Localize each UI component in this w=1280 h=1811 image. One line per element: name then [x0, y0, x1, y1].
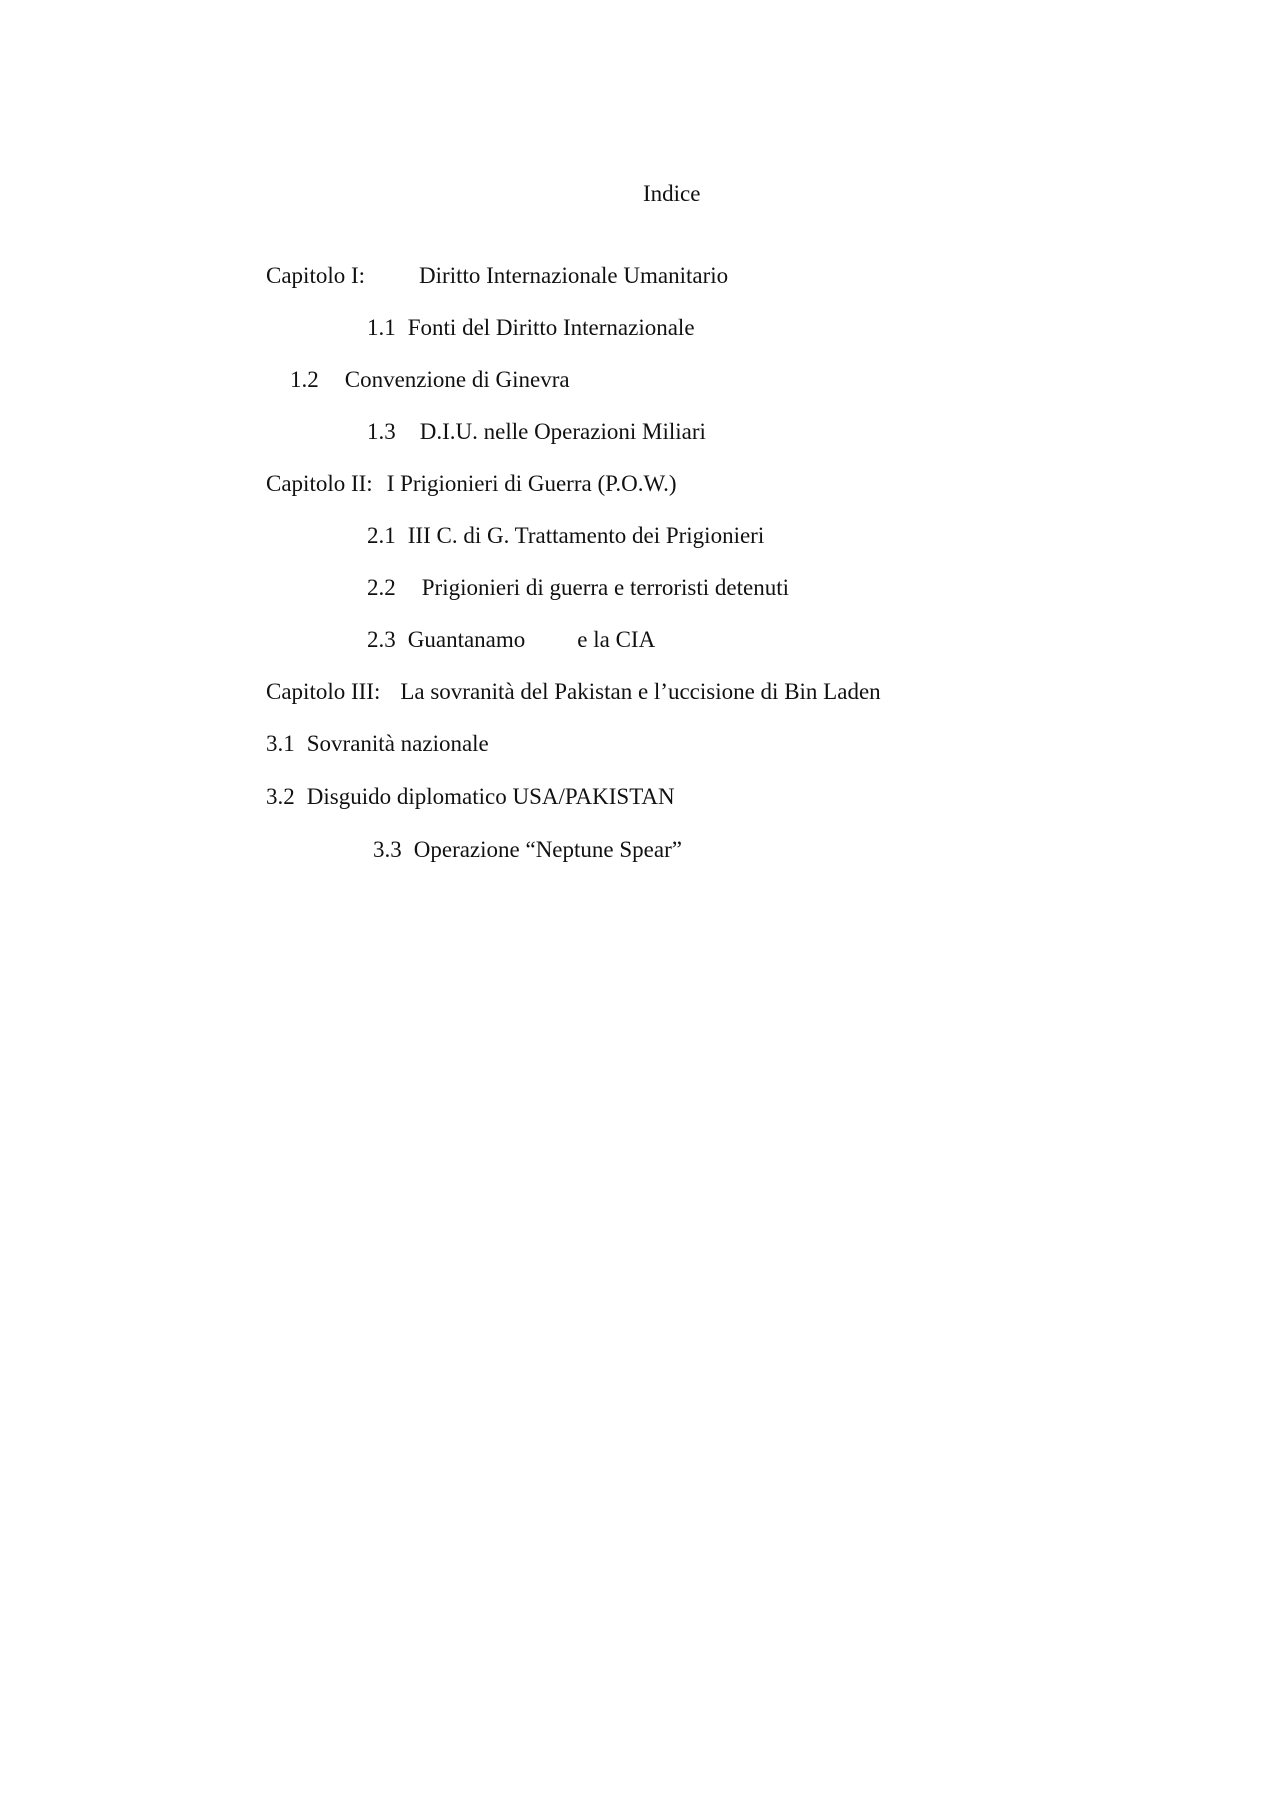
toc-entry-title: Convenzione di Ginevra	[344, 367, 570, 392]
toc-entry-title: Prigionieri di guerra e terroristi detenuti	[421, 575, 789, 600]
toc-entry-title: Guantanamo	[407, 627, 526, 652]
toc-entry-number: 2.3	[367, 627, 396, 652]
toc-entry-title: D.I.U. nelle Operazioni Miliari	[419, 419, 706, 444]
toc-entry-title: Disguido diplomatico USA/PAKISTAN	[306, 784, 675, 809]
toc-entry-number: 3.3	[373, 837, 402, 862]
toc-entry-number: Capitolo III:	[266, 679, 381, 704]
toc-entry-number: 1.3	[367, 419, 396, 444]
toc-entry-title: Sovranità nazionale	[306, 731, 489, 756]
toc-entry-title-suffix: e la CIA	[577, 627, 656, 652]
toc-entry-number: 1.1	[367, 315, 396, 340]
page-title: Indice	[643, 181, 701, 206]
toc-entry-number: Capitolo II:	[266, 471, 373, 496]
toc-entry-number: Capitolo I:	[266, 263, 366, 288]
toc-entry-number: 3.1	[266, 731, 295, 756]
toc-entry-number: 1.2	[290, 367, 319, 392]
toc-entry-number: 2.1	[367, 523, 396, 548]
toc-entry-number: 2.2	[367, 575, 396, 600]
toc-entry-number: 3.2	[266, 784, 295, 809]
toc-entry-title: Diritto Internazionale Umanitario	[419, 263, 729, 288]
toc-entry-3-3	[350, 808, 682, 892]
toc-entry-title: Fonti del Diritto Internazionale	[407, 315, 695, 340]
toc-entry-title: III C. di G. Trattamento dei Prigionieri	[407, 523, 765, 548]
toc-entry-title: Operazione “Neptune Spear”	[413, 837, 682, 862]
toc-entry-title: La sovranità del Pakistan e l’uccisione di Bin Laden	[400, 679, 881, 704]
toc-entry-title: I Prigionieri di Guerra (P.O.W.)	[386, 471, 677, 496]
